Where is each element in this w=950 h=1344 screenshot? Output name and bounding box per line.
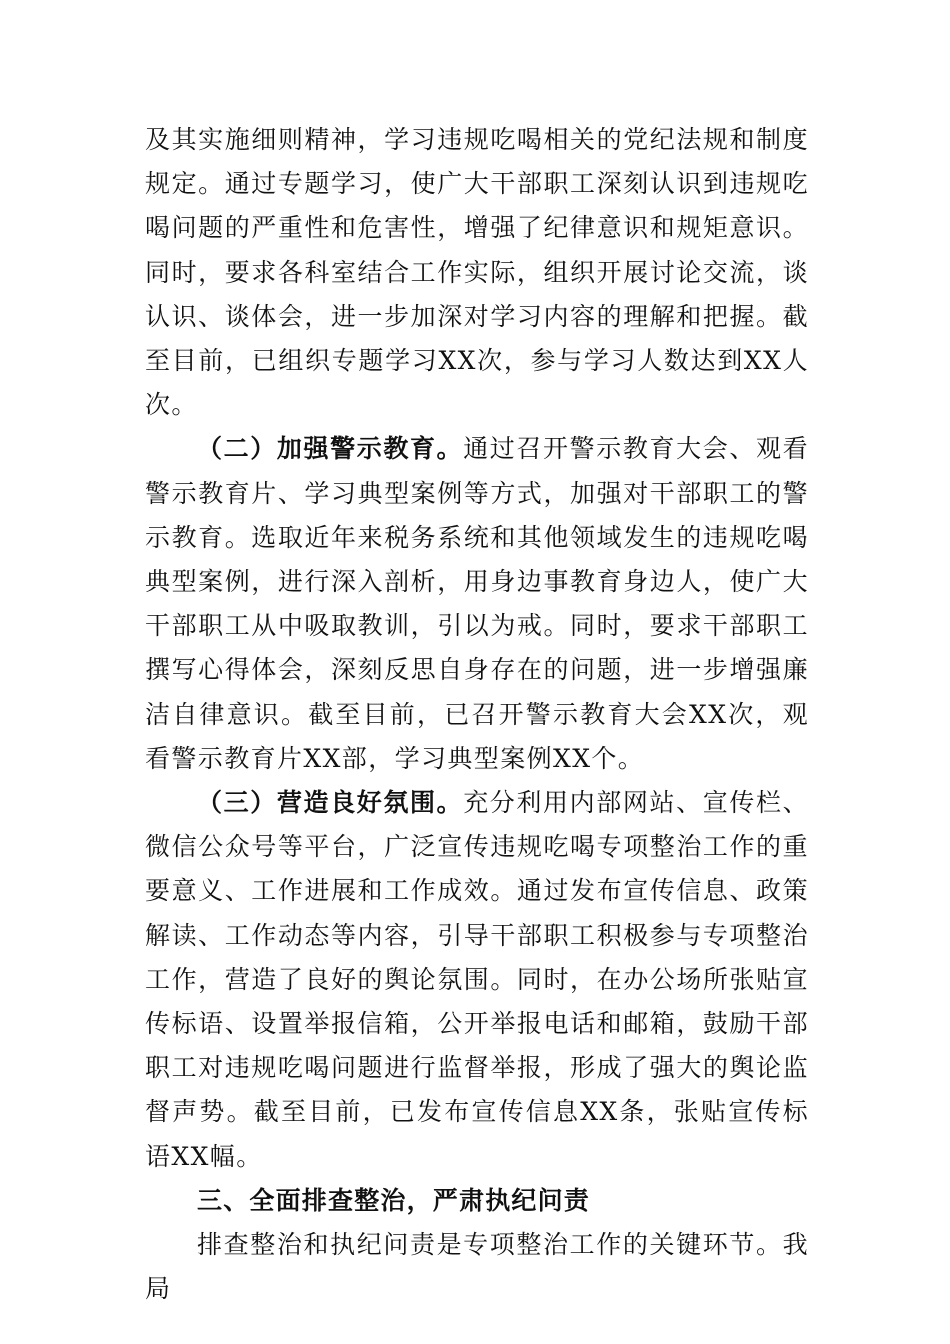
section-body-atmosphere: 充分利用内部网站、宣传栏、微信公众号等平台，广泛宣传违规吃喝专项整治工作的重要意义、工作进展和工作成效。通过发布宣传信息、政策解读、工作动态等内容，引导干部职工积极参与专项整治工作，营造了良好的舆论氛围。同时，在办公场所张贴宣传标语、设置举报信箱，公开举报电话和邮箱，鼓励干部职工对违规吃喝问题进行监督举报，形成了强大的舆论监督声势。截至目前，已发布宣传信息XX条，张贴宣传标语XX幅。	[145, 788, 809, 1171]
paragraph-inspection-text: 排查整治和执纪问责是专项整治工作的关键环节。我局	[145, 1230, 809, 1304]
paragraph-inspection	[145, 1223, 809, 1311]
document-body	[145, 118, 809, 1311]
paragraph-study-text: 及其实施细则精神，学习违规吃喝相关的党纪法规和制度规定。通过专题学习，使广大干部职工深刻认识到违规吃喝问题的严重性和危害性，增强了纪律意识和规矩意识。同时，要求各科室结合工作实际，组织开展讨论交流，谈认识、谈体会，进一步加深对学习内容的理解和把握。截至目前，已组织专题学习XX次，参与学习人数达到XX人次。	[145, 125, 809, 420]
paragraph-warning-education	[145, 427, 809, 781]
paragraph-study	[145, 118, 809, 427]
section-lead-atmosphere: （三）营造良好氛围。	[197, 788, 464, 818]
section-lead-warning: （二）加强警示教育。	[197, 434, 464, 464]
section-heading-3: 三、全面排查整治，严肃执纪问责	[197, 1185, 591, 1215]
paragraph-atmosphere	[145, 781, 809, 1179]
section-body-warning: 通过召开警示教育大会、观看警示教育片、学习典型案例等方式，加强对干部职工的警示教育。选取近年来税务系统和其他领域发生的违规吃喝典型案例，进行深入剖析，用身边事教育身边人，使广大干部职工从中吸取教训，引以为戒。同时，要求干部职工撰写心得体会，深刻反思自身存在的问题，进一步增强廉洁自律意识。截至目前，已召开警示教育大会XX次，观看警示教育片XX部，学习典型案例XX个。	[145, 434, 809, 773]
